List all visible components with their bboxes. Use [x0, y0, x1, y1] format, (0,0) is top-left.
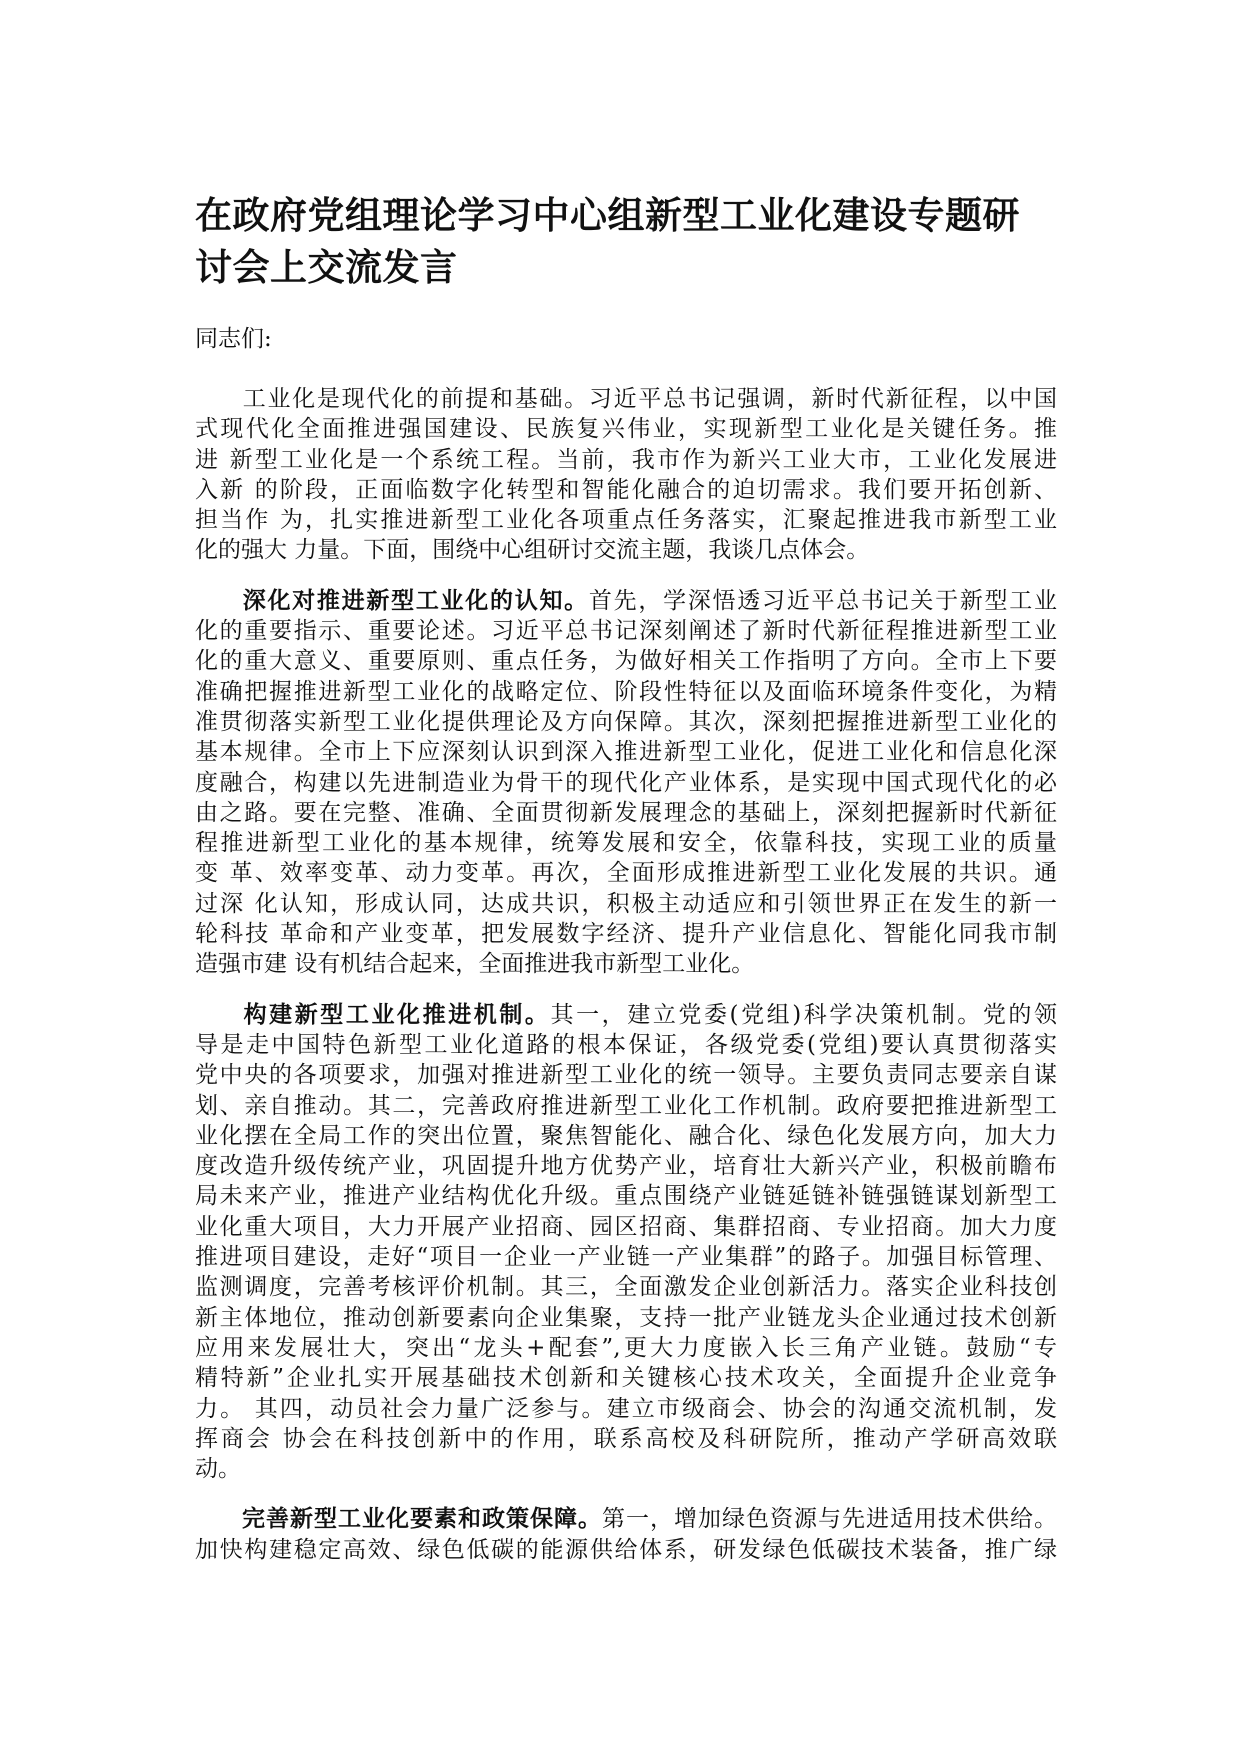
paragraph-intro: [195, 384, 1057, 566]
paragraph-mechanism: [195, 1000, 1057, 1485]
paragraph-line: 力。 其四，动员社会力量广泛参与。建立市级商会、协会的沟通交流机制，发: [195, 1395, 1057, 1422]
section-heading: 构建新型工业化推进机制。: [241, 1001, 551, 1028]
paragraph-line: 造强市建 设有机结合起来，全面推进我市新型工业化。: [195, 951, 755, 978]
paragraph-line: 深化对推进新型工业化的认知。首先，学深悟透习近平总书记关于新型工业: [241, 587, 1058, 614]
paragraph-line: 式现代化全面推进强国建设、民族复兴伟业，实现新型工业化是关键任务。推: [195, 416, 1057, 443]
title-line: 在政府党组理论学习中心组新型工业化建设专题研: [195, 194, 1020, 237]
paragraph-line: 入新 的阶段，正面临数字化转型和智能化融合的迫切需求。我们要开拓创新、: [195, 476, 1057, 503]
paragraph-line: 业化重大项目，大力开展产业招商、园区招商、集群招商、专业招商。加大力度: [195, 1213, 1057, 1240]
paragraph-line: 过深 化认知，形成认同，达成共识，积极主动适应和引领世界正在发生的新一: [195, 890, 1057, 917]
paragraph-line: 加快构建稳定高效、绿色低碳的能源供给体系，研发绿色低碳技术装备，推广绿: [195, 1536, 1057, 1563]
paragraph-line: 业化摆在全局工作的突出位置，聚焦智能化、融合化、绿色化发展方向，加大力: [195, 1122, 1057, 1149]
paragraph-line: 化的重大意义、重要原则、重点任务，为做好相关工作指明了方向。全市上下要: [195, 648, 1057, 675]
paragraph-line: 划、亲自推动。其二，完善政府推进新型工业化工作机制。政府要把推进新型工: [195, 1092, 1057, 1119]
salutation: 同志们:: [195, 326, 272, 352]
paragraph-line: 度改造升级传统产业，巩固提升地方优势产业，培育壮大新兴产业，积极前瞻布: [195, 1153, 1057, 1180]
paragraph-line: 准确把握推进新型工业化的战略定位、阶段性特征以及面临环境条件变化，为精: [195, 678, 1057, 705]
paragraph-line: 构建新型工业化推进机制。其一，建立党委(党组)科学决策机制。党的领: [241, 1001, 1058, 1028]
paragraph-line: 基本规律。全市上下应深刻认识到深入推进新型工业化，促进工业化和信息化深: [195, 739, 1057, 766]
paragraph-line: 化的重要指示、重要论述。习近平总书记深刻阐述了新时代新征程推进新型工业: [195, 618, 1057, 645]
paragraph-line: 完善新型工业化要素和政策保障。第一，增加绿色资源与先进适用技术供给。: [241, 1506, 1057, 1533]
paragraph-line: 动。: [195, 1456, 241, 1483]
paragraph-line: 局未来产业，推进产业结构优化升级。重点围绕产业链延链补链强链谋划新型工: [195, 1183, 1057, 1210]
paragraph-line: 担当作 为，扎实推进新型工业化各项重点任务落实，汇聚起推进我市新型工业: [195, 507, 1057, 534]
paragraph-line: 度融合，构建以先进制造业为骨干的现代化产业体系，是实现中国式现代化的必: [195, 769, 1057, 796]
paragraph-line: 推进项目建设，走好“项目一企业一产业链一产业集群”的路子。加强目标管理、: [195, 1244, 1057, 1271]
paragraph-line: 由之路。要在完整、准确、全面贯彻新发展理念的基础上，深刻把握新时代新征: [195, 799, 1057, 826]
paragraph-line: 变 革、效率变革、动力变革。再次，全面形成推进新型工业化发展的共识。通: [195, 860, 1057, 887]
paragraph-line: 化的强大 力量。下面，围绕中心组研讨交流主题，我谈几点体会。: [195, 537, 870, 564]
document-page: [195, 190, 1057, 1585]
paragraph-line: 工业化是现代化的前提和基础。习近平总书记强调，新时代新征程，以中国: [241, 386, 1057, 412]
paragraph-line: 轮科技 革命和产业变革，把发展数字经济、提升产业信息化、智能化同我市制: [195, 921, 1057, 948]
document-title: [195, 190, 1057, 294]
paragraph-line: 新主体地位，推动创新要素向企业集聚，支持一批产业链龙头企业通过技术创新: [195, 1304, 1057, 1331]
paragraph-line: 挥商会 协会在科技创新中的作用，联系高校及科研院所，推动产学研高效联: [195, 1425, 1057, 1452]
paragraph-line: 党中央的各项要求，加强对推进新型工业化的统一领导。主要负责同志要亲自谋: [195, 1062, 1057, 1089]
paragraph-line: 进 新型工业化是一个系统工程。当前，我市作为新兴工业大市，工业化发展进: [195, 446, 1057, 473]
paragraph-line: 导是走中国特色新型工业化道路的根本保证，各级党委(党组)要认真贯彻落实: [195, 1031, 1057, 1058]
section-heading: 深化对推进新型工业化的认知。: [241, 587, 589, 614]
paragraph-cognition: [195, 586, 1057, 980]
paragraph-line: 精特新”企业扎实开展基础技术创新和关键核心技术攻关，全面提升企业竞争: [195, 1365, 1057, 1392]
title-line: 讨会上交流发言: [195, 246, 458, 289]
paragraph-line: 程推进新型工业化的基本规律，统筹发展和安全，依靠科技，实现工业的质量: [195, 830, 1057, 857]
paragraph-line: 准贯彻落实新型工业化提供理论及方向保障。其次，深刻把握推进新型工业化的: [195, 708, 1057, 735]
section-heading: 完善新型工业化要素和政策保障。: [241, 1506, 602, 1533]
paragraph-line: 监测调度，完善考核评价机制。其三，全面激发企业创新活力。落实企业科技创: [195, 1274, 1057, 1301]
paragraph-guarantee: [195, 1504, 1057, 1565]
paragraph-line: 应用来发展壮大，突出“龙头+配套”,更大力度嵌入长三角产业链。鼓励“专: [195, 1334, 1057, 1361]
